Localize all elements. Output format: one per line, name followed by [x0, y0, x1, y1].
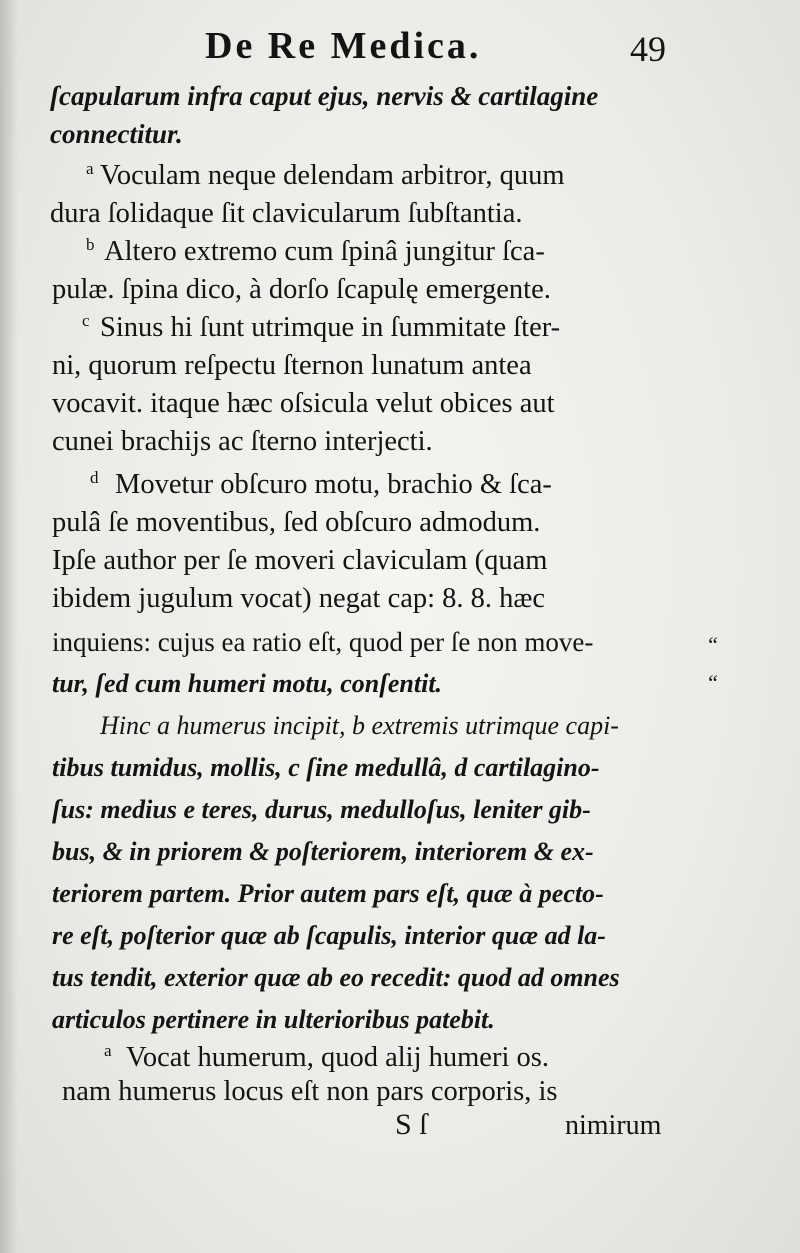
note-marker: a [104, 1041, 112, 1060]
margin-quote: “ [706, 632, 719, 657]
text-line: tibus tumidus, mollis, c ſine medullâ, d cartilagino- [52, 753, 600, 782]
text-line: articulos pertinere in ulterioribus patebit. [52, 1005, 495, 1034]
note-marker: c [82, 311, 90, 330]
text-line: ni, quorum reſpectu ſternon lunatum antea [52, 350, 532, 381]
text-line: pulâ ſe moventibus, ſed obſcuro admodum. [52, 507, 541, 538]
note-marker: b [86, 235, 95, 254]
text-line: tur, ſed cum humeri motu, conſentit. [52, 669, 443, 698]
text-line: tus tendit, exterior quæ ab eo recedit: quod ad omnes [52, 963, 620, 992]
text-line: b Altero extremo cum ſpinâ jungitur ſca- [0, 232, 800, 272]
running-title: De Re Medica. [205, 25, 482, 67]
note-marker: d [90, 468, 99, 487]
text-line: a Vocat humerum, quod alij humeri os. [0, 1038, 800, 1078]
text-line: a Voculam neque delendam arbitror, quum [0, 156, 800, 196]
text-line: bus, & in priorem & poſteriorem, interiorem & ex- [52, 837, 594, 866]
text-line: ibidem jugulum vocat) negat cap: 8. 8. hæc [52, 583, 546, 614]
catchword: nimirum [565, 1110, 662, 1141]
text-line: nam humerus locus eſt non pars corporis, is [62, 1076, 558, 1107]
text-line: pulæ. ſpina dico, à dorſo ſcapulę emergente. [52, 274, 551, 305]
text-line: Hinc a humerus incipit, b extremis utrimque capi- [100, 711, 619, 740]
text-line: ſcapularum infra caput ejus, nervis & cartilagine [50, 81, 599, 111]
text-line: re eſt, poſterior quæ ab ſcapulis, interior quæ ad la- [52, 921, 606, 950]
page-header [0, 14, 800, 74]
text-line: dura ſolidaque ſit clavicularum ſubſtantia. [50, 198, 523, 229]
text-line: cunei brachijs ac ſterno interjecti. [52, 426, 433, 457]
text-line: c Sinus hi ſunt utrimque in ſummitate ſter- [0, 308, 800, 348]
page-number: 49 [630, 29, 666, 69]
text-line: d Movetur obſcuro motu, brachio & ſca- [0, 465, 800, 505]
text-line: ſus: medius e teres, durus, medulloſus, leniter gib- [52, 795, 591, 824]
text-line: Ipſe author per ſe moveri claviculam (quam [52, 545, 548, 576]
note-marker: a [86, 159, 94, 178]
margin-quote: “ [706, 670, 719, 695]
text-line: teriorem partem. Prior autem pars eſt, quæ à pecto- [52, 879, 604, 908]
text-line: vocavit. itaque hæc oſsicula velut obices aut [52, 388, 555, 419]
signature-mark: S ſ [395, 1108, 428, 1141]
text-line: inquiens: cujus ea ratio eſt, quod per ſe non move- [52, 627, 594, 657]
text-line: connectitur. [50, 119, 183, 149]
